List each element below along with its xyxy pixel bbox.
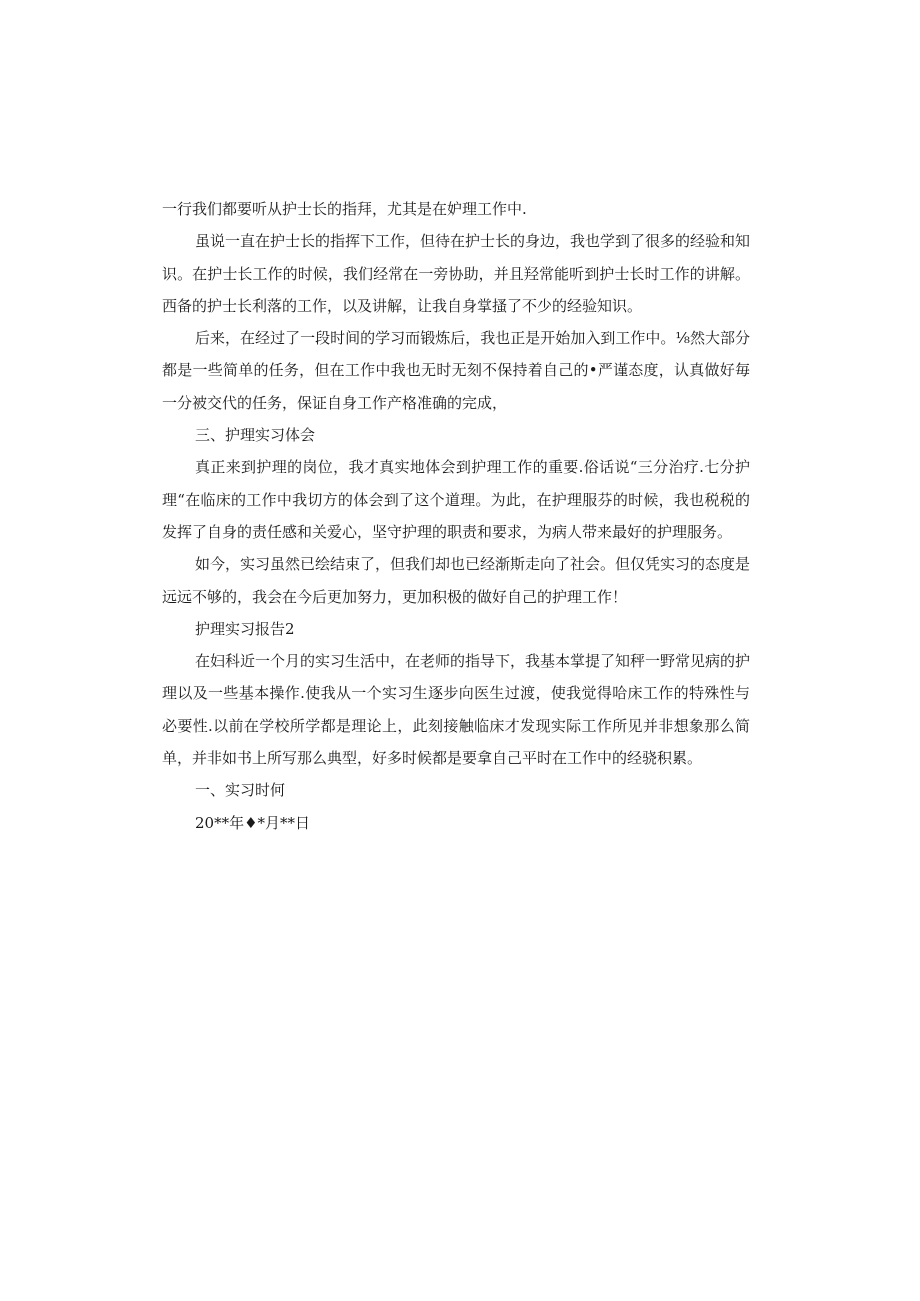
paragraph-6: 在妇科近一个月的实习生活中，在老师的指导下，我基本掌提了知秤一野常见病的护理以及一些基本操作.使我从一个实习生逐步向医生过渡，使我觉得哈床工作的特殊性与必要性.以前在学校所学都是理论上，此刻接触临床才发现实际工作所见并非想象那么简单，并非如书上所写那么典型，好多时候都是要拿自己平时在工作中的经骁积累。 (162, 652, 751, 768)
section-heading-3: 三、护理实习体会 (195, 426, 316, 445)
paragraph-3: 后来，在经过了一段时间的学习而锻炼后，我也正是开始加入到工作中。⅛然大部分都是一些简单的任务，但在工作中我也无时无刻不保持着自己的•严谨态度，认真做好毎一分被交代的任务，保证自身工作产格准确的完成， (162, 329, 750, 412)
section-heading-1: 一、实习时何 (195, 781, 286, 800)
report-title-2: 护理实习报告2 (195, 619, 295, 638)
paragraph-4: 真正来到护理的岗位，我才真实地体会到护理工作的重要.俗话说“三分治疗.七分护理“在临床的工作中我切方的体会到了这个道理。为此，在护理服芬的时候，我也税税的发挥了自身的责任感和关爱心，坚守护理的职责和要求，为病人带来最好的护理服务。 (162, 458, 750, 541)
paragraph-5: 如今，实习虽然已绘结束了，但我们却也已经渐斯走向了社会。但仅凭实习的态度是远远不够的，我会在今后更加努力，更加积极的做好自己的护理工作！ (162, 555, 751, 606)
document-page (162, 193, 750, 839)
paragraph-1: 一行我们都要听从护士长的指拜，尤其是在妒理工作中. (162, 200, 527, 218)
date-line: 20**年♦*月**日 (195, 813, 311, 832)
paragraph-2: 虽说一直在护士长的指挥下工作，但待在护士长的身边，我也学到了很多的经验和知识。在护士长工作的时候，我们经常在一旁协助，并且羟常能听到护士长时工作的讲解。西备的护士长利落的工作，以及讲解，让我自身掌搔了不少的经验知识。 (162, 232, 751, 315)
